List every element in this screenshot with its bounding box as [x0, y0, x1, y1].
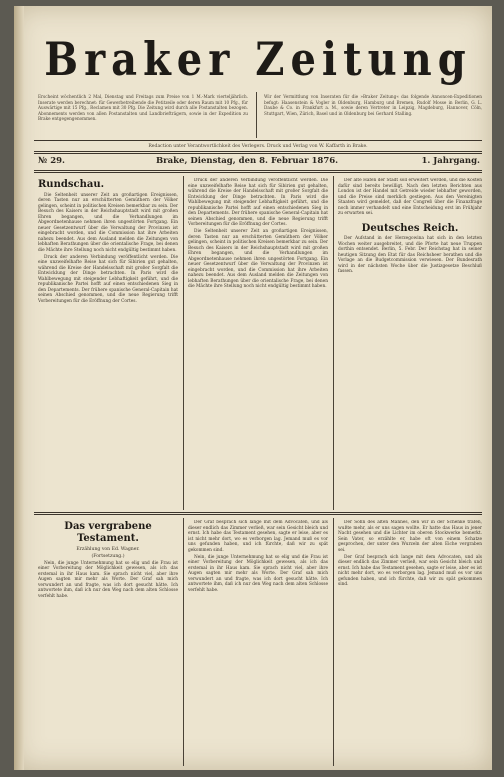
story-text: Nein, die junge Unternehmung hat so elig und die Frau ist einer Vorbereitung der Möglichkeit gewesen, als ich das erstemal in ihr Haus kam. Sie sprach nicht viel, aber ihre Augen sagten mir mehr als Worte. Der Graf sah mich verwundert an und fragte, was ich dort gesucht hätte. Ich antwortete ihm, daß ich nur den Weg nach dem alten Schlosse verfehlt habe.: [188, 554, 328, 593]
column-story-right: [338, 520, 482, 766]
advertising-info: Wir der Vermittlung von Inseraten für die »Braker Zeitung« das folgende Annoncen-Expeditionen befugt: Haasenstein & Vogler in Oldenburg, Hamburg und Bremen, Rudolf Mosse in Berlin, G. L. Daube & Co. in Frankfurt a. M., sowie deren Vertreter in Leipzig, Magdeburg, Hannover, Cöln, Stuttgart, Wien, Zürich, Basel und in Oldenburg bei Gerhard Stalling.: [264, 94, 482, 116]
newspaper-page: [14, 6, 492, 770]
dateline: [38, 156, 480, 170]
story-continuation: (Fortsetzung.): [91, 553, 125, 559]
column-divider: [333, 518, 334, 766]
article-heading: Rundschau.: [38, 179, 105, 190]
article-text: Der alte Hafen der Stadt soll erweitert werden, und die Kosten dafür sind bereits bewilligt. Nach den letzten Berichten aus London ist der Handel mit Getreide wieder lebhafter geworden, und die Preise sind merklich gestiegen. Aus den Vereinigten Staaten wird gemeldet, daß der Congreß über die Finanzfrage noch immer verhandelt und eine Entscheidung erst im Frühjahr zu erwarten sei.: [338, 178, 482, 216]
article-text: Die Seltenheit unserer Zeit an großartigen Ereignissen, deren Tasten nur an erschütterten Gemüthern der Völker gelingen, scheint in politischen Kreisen bemerkbar zu sein. Der Besuch des Kaisers in der Reichshauptstadt wird mit großen Ehren begangen, und die Verhandlungen im Abgeordnetenhause nehmen ihren ungestörten Fortgang. Ein neuer Gesetzentwurf über die Verwaltung der Provinzen ist eingebracht worden, und die Commission hat ihre Arbeiten nahezu beendet. Aus dem Ausland melden die Zeitungen von lebhaften Berathungen über die orientalische Frage, bei denen die Mächte ihre Stellung noch nicht endgültig bestimmt haben.: [38, 192, 178, 253]
story-text: Der Sohn des alten Mannes, den wir in der Schenke trafen, wußte mehr, als er uns sagen wollte. Er hatte das Haus in jener Nacht gesehen und die Lichter im oberen Stockwerke bemerkt. Sein Vater, so erzählte er, habe oft von einem Schatze gesprochen, der unter den Wurzeln der alten Eiche vergraben sei.: [338, 520, 482, 553]
story-byline: Erzählung von Ed. Wagner.: [76, 546, 140, 552]
story-heading: Das vergrabene Testament.: [64, 521, 152, 544]
article-text: Druck der anderen Verbindung veröffentlicht werden. Die eine unzweifelhafte Reise hat sich für Sibirien gut gehalten, während die Kreise der Handelsschaft mit großer Sorgfalt die Entwicklung der Dinge betrachten. In Paris wird die Wahlbewegung mit steigender Lebhaftigkeit geführt, und die republikanische Partei hofft auf einen entschiedenen Sieg in den Departements. Der frühere spanische General-Capitain hat seinen Abschied genommen, und die neue Regierung trifft Vorbereitungen für die Eröffnung der Cortes.: [38, 254, 178, 304]
column-divider: [183, 518, 184, 766]
column-story-middle: [188, 520, 328, 766]
masthead: Braker Zeitung: [44, 32, 472, 87]
column-rundschau: [38, 178, 178, 508]
divider: [34, 170, 482, 173]
story-text: Nein, die junge Unternehmung hat so elig und die Frau ist einer Vorbereitung der Möglichkeit gewesen, als ich das erstemal in ihr Haus kam. Sie sprach nicht viel, aber ihre Augen sagten mir mehr als Worte. Der Graf sah mich verwundert an und fragte, was ich dort gesucht hätte. Ich antwortete ihm, daß ich nur den Weg nach dem alten Schlosse verfehlt habe.: [38, 560, 178, 599]
column-divider: [183, 176, 184, 510]
divider: [34, 151, 482, 154]
column-divider: [333, 176, 334, 510]
issue-place-date: Brake, Dienstag, den 8. Februar 1876.: [156, 156, 339, 166]
article-text: Die Seltenheit unserer Zeit an großartigen Ereignissen, deren Tasten nur an erschütterten Gemüthern der Völker gelingen, scheint in politischen Kreisen bemerkbar zu sein. Der Besuch des Kaisers in der Reichshauptstadt wird mit großen Ehren begangen, und die Verhandlungen im Abgeordnetenhause nehmen ihren ungestörten Fortgang. Ein neuer Gesetzentwurf über die Verwaltung der Provinzen ist eingebracht worden, und die Commission hat ihre Arbeiten nahezu beendet. Aus dem Ausland melden die Zeitungen von lebhaften Berathungen über die orientalische Frage, bei denen die Mächte ihre Stellung noch nicht endgültig bestimmt haben.: [188, 229, 328, 289]
subscription-info: Erscheint wöchentlich 2 Mal, Dienstag und Freitags zum Preise von 1 M.-Mark vierteljährlich. Inserate werden berechnet: für Gewerbetreibende die Petitzeile oder deren Raum mit 10 Pfg., für Auswärtige mit 15 Pfg., Reclamen mit 30 Pfg. Die Zeitung wird durch alle Postanstalten bezogen. Abonnements werden von allen Postanstalten und Landbriefträgern, sowie in der Expedition zu Brake entgegengenommen.: [38, 94, 248, 122]
divider: [256, 92, 257, 138]
divider: [34, 140, 482, 141]
story-text: Der Graf besprach sich lange mit dem Advocaten, und als dieser endlich das Zimmer verließ, war sein Gesicht bleich und ernst. Ich habe das Testament gesehen, sagte er leise, aber es ist nicht mehr dort, wo es verborgen lag. Jemand muß es vor uns gefunden haben, und ich fürchte, daß wir zu spät gekommen sind.: [338, 554, 482, 587]
issue-number: № 29.: [38, 156, 65, 166]
imprint: Redaction unter Verantwortlichkeit des Verlegers. Druck und Verlag von W. Kaffarth in Brake.: [148, 144, 368, 149]
column-testament: [38, 520, 178, 766]
page-spine: [14, 6, 24, 770]
feuilleton-divider: [34, 512, 482, 515]
column-middle: [188, 178, 328, 508]
article-heading: Deutsches Reich.: [361, 222, 459, 234]
article-text: Der Aufstand in der Herzegowina hat sich in den letzten Wochen weiter ausgebreitet, und die Pforte hat neue Truppen dorthin entsendet. Berlin, 5. Febr. Der Reichstag hat in seiner heutigen Sitzung den Etat für das Reichsheer berathen und die Vorlage an die Budgetcommission verwiesen. Der Bundesrath wird in der nächsten Woche über die Justizgesetze Beschluß fassen.: [338, 236, 482, 274]
column-right: [338, 178, 482, 508]
article-text: Druck der anderen Verbindung veröffentlicht werden. Die eine unzweifelhafte Reise hat sich für Sibirien gut gehalten, während die Kreise der Handelsschaft mit großer Sorgfalt die Entwicklung der Dinge betrachten. In Paris wird die Wahlbewegung mit steigender Lebhaftigkeit geführt, und die republikanische Partei hofft auf einen entschiedenen Sieg in den Departements. Der frühere spanische General-Capitain hat seinen Abschied genommen, und die neue Regierung trifft Vorbereitungen für die Eröffnung der Cortes.: [188, 178, 328, 227]
story-text: Der Graf besprach sich lange mit dem Advocaten, und als dieser endlich das Zimmer verließ, war sein Gesicht bleich und ernst. Ich habe das Testament gesehen, sagte er leise, aber es ist nicht mehr dort, wo es verborgen lag. Jemand muß es vor uns gefunden haben, und ich fürchte, daß wir zu spät gekommen sind.: [188, 520, 328, 553]
issue-volume: 1. Jahrgang.: [421, 156, 480, 166]
